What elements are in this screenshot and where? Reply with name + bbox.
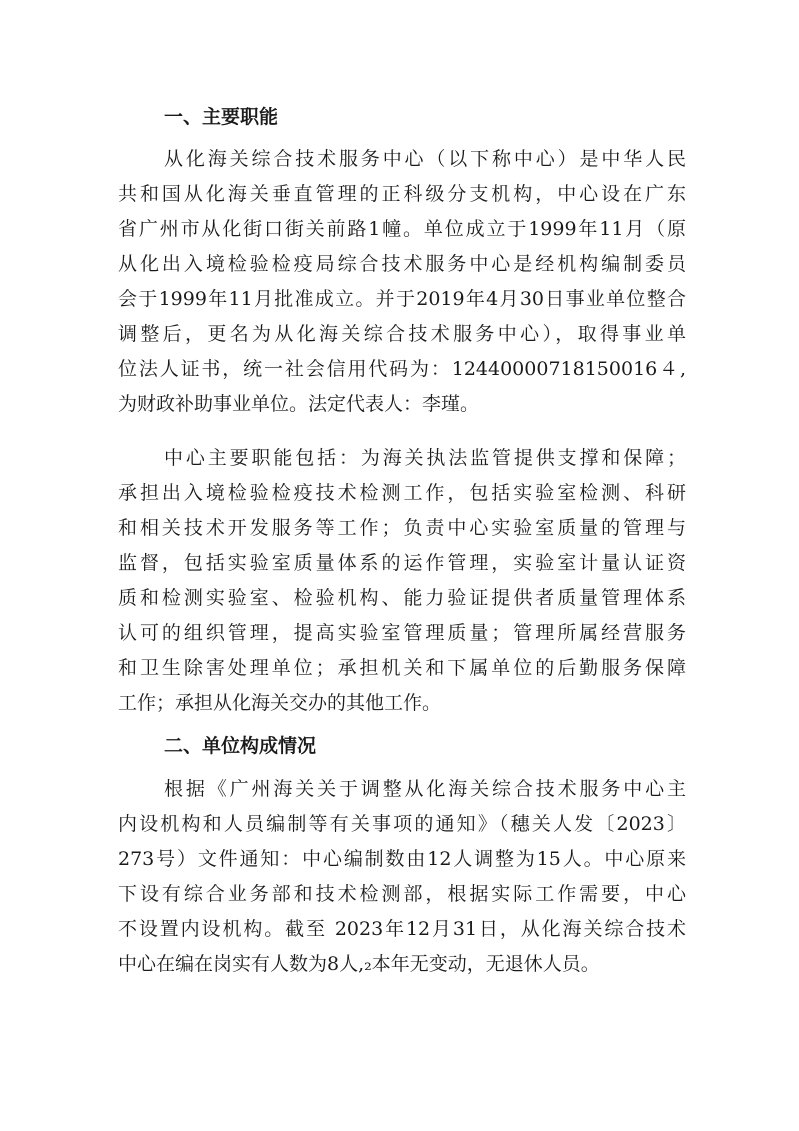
paragraph-line: 省广州市从化街口街关前路1幢。单位成立于1999年11月（原 bbox=[118, 218, 686, 240]
paragraph-line: 和相关技术开发服务等工作；负责中心实验室质量的管理与 bbox=[118, 517, 686, 539]
paragraph-line: 监督，包括实验室质量体系的运作管理，实验室计量认证资 bbox=[118, 552, 686, 574]
paragraph-line: 不设置内设机构。截至 2023年12月31日，从化海关综合技术 bbox=[118, 918, 686, 940]
paragraph-line: 承担出入境检验检疫技术检测工作，包括实验室检测、科研 bbox=[118, 482, 686, 504]
paragraph-line: 工作；承担从化海关交办的其他工作。 bbox=[118, 692, 442, 714]
paragraph-line: 质和检测实验室、检验机构、能力验证提供者质量管理体系 bbox=[118, 587, 686, 609]
paragraph-line: 从化出入境检验检疫局综合技术服务中心是经机构编制委员 bbox=[118, 253, 686, 275]
paragraph-line: 为财政补助事业单位。法定代表人：李瑾。 bbox=[118, 393, 480, 415]
paragraph-line: 共和国从化海关垂直管理的正科级分支机构，中心设在广东 bbox=[118, 183, 686, 205]
paragraph-line: 会于1999年11月批准成立。并于2019年4月30日事业单位整合 bbox=[118, 288, 686, 310]
paragraph-line: 中心在编在岗实有人数为8人,₂本年无变动，无退休人员。 bbox=[118, 953, 600, 975]
paragraph-line: 位法人证书，统一社会信用代码为：12440000718150016４, bbox=[118, 358, 686, 380]
paragraph-line: 中心主要职能包括：为海关执法监管提供支撑和保障； bbox=[164, 447, 686, 469]
paragraph-line: 调整后，更名为从化海关综合技术服务中心），取得事业单 bbox=[118, 323, 686, 345]
paragraph-line: 下设有综合业务部和技术检测部，根据实际工作需要，中心 bbox=[118, 883, 686, 905]
section-heading-unit-composition: 二、单位构成情况 bbox=[164, 735, 317, 757]
paragraph-line: 从化海关综合技术服务中心（以下称中心）是中华人民 bbox=[164, 148, 686, 170]
paragraph-line: 和卫生除害处理单位；承担机关和下属单位的后勤服务保障 bbox=[118, 657, 686, 679]
paragraph-line: 认可的组织管理，提高实验室管理质量；管理所属经营服务 bbox=[118, 622, 686, 644]
paragraph-line: 根据《广州海关关于调整从化海关综合技术服务中心主 bbox=[164, 778, 686, 800]
paragraph-line: 273号）文件通知：中心编制数由12人调整为15人。中心原来 bbox=[118, 848, 686, 870]
paragraph-line: 内设机构和人员编制等有关事项的通知》（穗关人发〔2023〕 bbox=[118, 813, 686, 835]
section-heading-main-functions: 一、主要职能 bbox=[164, 106, 279, 128]
